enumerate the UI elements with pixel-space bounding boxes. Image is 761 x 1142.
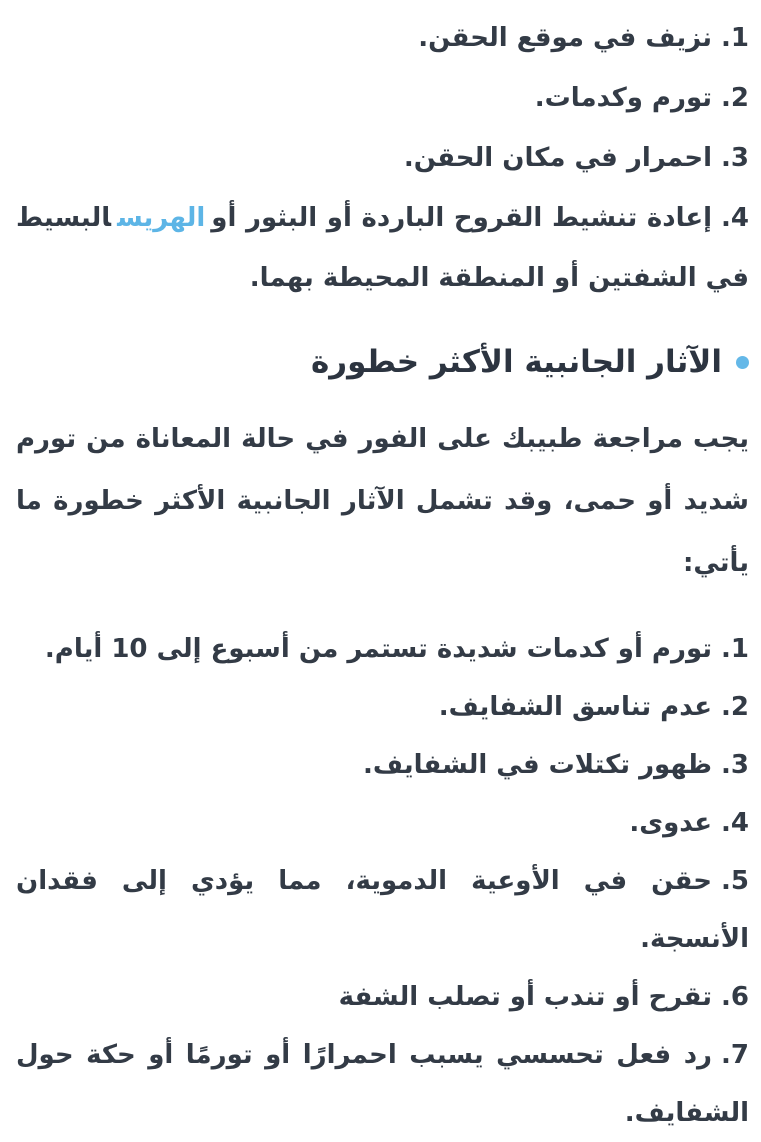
list-item bbox=[16, 68, 749, 128]
list-item-text: تورم أو كدمات شديدة تستمر من أسبوع إلى 10 أيام. bbox=[44, 634, 713, 664]
list-item-text: ظهور تكتلات في الشفايف. bbox=[363, 750, 713, 780]
section-heading-text: الآثار الجانبية الأكثر خطورة bbox=[310, 344, 722, 380]
list-item bbox=[16, 678, 749, 736]
list-item bbox=[16, 968, 749, 1026]
list-item bbox=[16, 620, 749, 678]
herpes-link[interactable]: الهريس bbox=[117, 203, 206, 233]
list-item-number: 2. bbox=[721, 692, 749, 722]
list-item-number: 4. bbox=[721, 203, 749, 233]
list-item-text: احمرار في مكان الحقن. bbox=[403, 143, 713, 173]
list-item bbox=[16, 128, 749, 188]
list-item-number: 5. bbox=[721, 866, 749, 896]
intro-paragraph: يجب مراجعة طبيبك على الفور في حالة المعاناة من تورم شديد أو حمى، وقد تشمل الآثار الجانبية الأكثر خطورة ما يأتي: bbox=[16, 424, 749, 578]
section-heading bbox=[16, 334, 749, 390]
list-item bbox=[16, 852, 749, 968]
list-item-text: إعادة تنشيط القروح الباردة أو البثور أو bbox=[211, 203, 713, 233]
list-item-text: عدم تناسق الشفايف. bbox=[438, 692, 713, 722]
list-item bbox=[16, 1026, 749, 1142]
list-item-number: 1. bbox=[721, 23, 749, 53]
serious-side-effects-list bbox=[16, 620, 749, 1142]
list-item-number: 1. bbox=[721, 634, 749, 664]
list-item-text: نزيف في موقع الحقن. bbox=[418, 23, 713, 53]
list-item bbox=[16, 736, 749, 794]
list-item-number: 7. bbox=[721, 1040, 749, 1070]
list-item bbox=[16, 8, 749, 68]
list-item bbox=[16, 794, 749, 852]
list-item-text: رد فعل تحسسي يسبب احمرارًا أو تورمًا أو حكة حول الشفايف. bbox=[16, 1040, 749, 1128]
list-item-number: 2. bbox=[721, 83, 749, 113]
list-item-text: تقرح أو تندب أو تصلب الشفة bbox=[338, 982, 713, 1012]
list-item-number: 3. bbox=[721, 750, 749, 780]
list-item-number: 6. bbox=[721, 982, 749, 1012]
list-item-number: 3. bbox=[721, 143, 749, 173]
circle-bullet-icon bbox=[736, 356, 749, 369]
list-item-number: 4. bbox=[721, 808, 749, 838]
list-item bbox=[16, 188, 749, 308]
list-item-text: تورم وكدمات. bbox=[534, 83, 713, 113]
list-item-text: حقن في الأوعية الدموية، مما يؤدي إلى فقدان الأنسجة. bbox=[16, 866, 749, 954]
list-item-text: عدوى. bbox=[629, 808, 713, 838]
mild-side-effects-list bbox=[16, 8, 749, 308]
list-item-text: البسيط في الشفتين أو المنطقة المحيطة بهما. bbox=[16, 203, 749, 293]
